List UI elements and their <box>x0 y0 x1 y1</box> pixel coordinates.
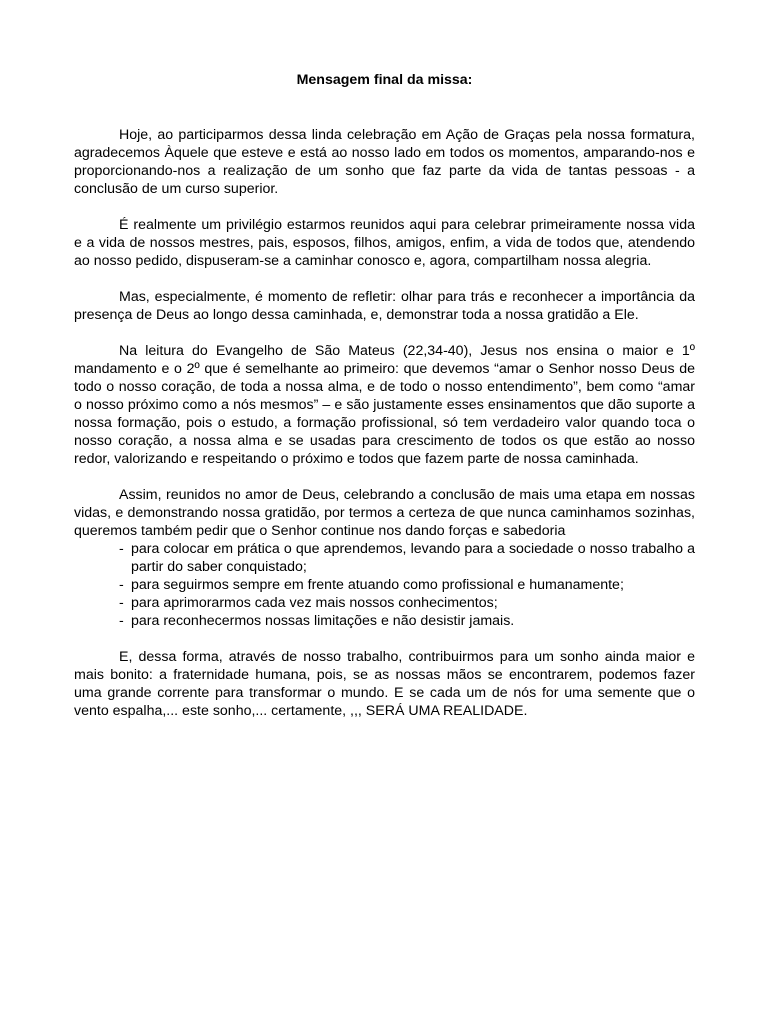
list-item <box>74 594 695 612</box>
list-item-text: para reconhecermos nossas limitações e não desistir jamais. <box>131 613 515 629</box>
closing-paragraph: E, dessa forma, através de nosso trabalho, contribuirmos para um sonho ainda maior e mais bonito: a fraternidade humana, pois, se as nossas mãos se encontrarem, podemos fazer uma grande corrente para transformar o mundo. E se cada um de nós for uma semente que o vento espalha,... este sonho,... certamente, ,,, SERÁ UMA REALIDADE. <box>74 649 695 719</box>
paragraph-1: Hoje, ao participarmos dessa linda celebração em Ação de Graças pela nossa formatura, agradecemos Àquele que esteve e está ao nosso lado em todos os momentos, amparando-nos e proporcionando-nos a realização de um sonho que faz parte da vida de tantas pessoas - a conclusão de um curso superior. <box>74 127 695 197</box>
list-item-text: para aprimorarmos cada vez mais nossos conhecimentos; <box>131 595 498 611</box>
document-title: Mensagem final da missa: <box>296 72 473 88</box>
paragraph-3: Mas, especialmente, é momento de refletir: olhar para trás e reconhecer a importância da presença de Deus ao longo dessa caminhada, e, demonstrar toda a nossa gratidão a Ele. <box>74 289 695 323</box>
document-body <box>74 126 695 738</box>
list-dash: - <box>119 595 124 611</box>
request-list <box>74 540 695 630</box>
paragraph-5: Assim, reunidos no amor de Deus, celebrando a conclusão de mais uma etapa em nossas vidas, e demonstrando nossa gratidão, por termos a certeza de que nunca caminhamos sozinhas, queremos também pedir que o Senhor continue nos dando forças e sabedoria <box>74 487 695 539</box>
paragraph-2: É realmente um privilégio estarmos reunidos aqui para celebrar primeiramente nossa vida e a vida de nossos mestres, pais, esposos, filhos, amigos, enfim, a vida de todos que, atendendo ao nosso pedido, dispuseram-se a caminhar conosco e, agora, compartilham nossa alegria. <box>74 217 695 269</box>
paragraph-4: Na leitura do Evangelho de São Mateus (22,34-40), Jesus nos ensina o maior e 1º mandamento e o 2º que é semelhante ao primeiro: que devemos “amar o Senhor nosso Deus de todo o nosso coração, de toda a nossa alma, e de todo o nosso entendimento”, bem como “amar o nosso próximo como a nós mesmos” – e são justamente esses ensinamentos que dão suporte a nossa formação, pois o estudo, a formação profissional, só tem verdadeiro valor quando toca o nosso coração, a nossa alma e se usadas para crescimento de todos os que estão ao nosso redor, valorizando e respeitando o próximo e todos que fazem parte de nossa caminhada. <box>74 343 695 467</box>
list-item <box>74 540 695 576</box>
list-item-text: para colocar em prática o que aprendemos, levando para a sociedade o nosso trabalho a partir do saber conquistado; <box>131 541 695 575</box>
list-dash: - <box>119 613 124 629</box>
list-item-text: para seguirmos sempre em frente atuando como profissional e humanamente; <box>131 577 624 593</box>
list-item <box>74 612 695 630</box>
list-item <box>74 576 695 594</box>
list-dash: - <box>119 541 124 557</box>
list-dash: - <box>119 577 124 593</box>
